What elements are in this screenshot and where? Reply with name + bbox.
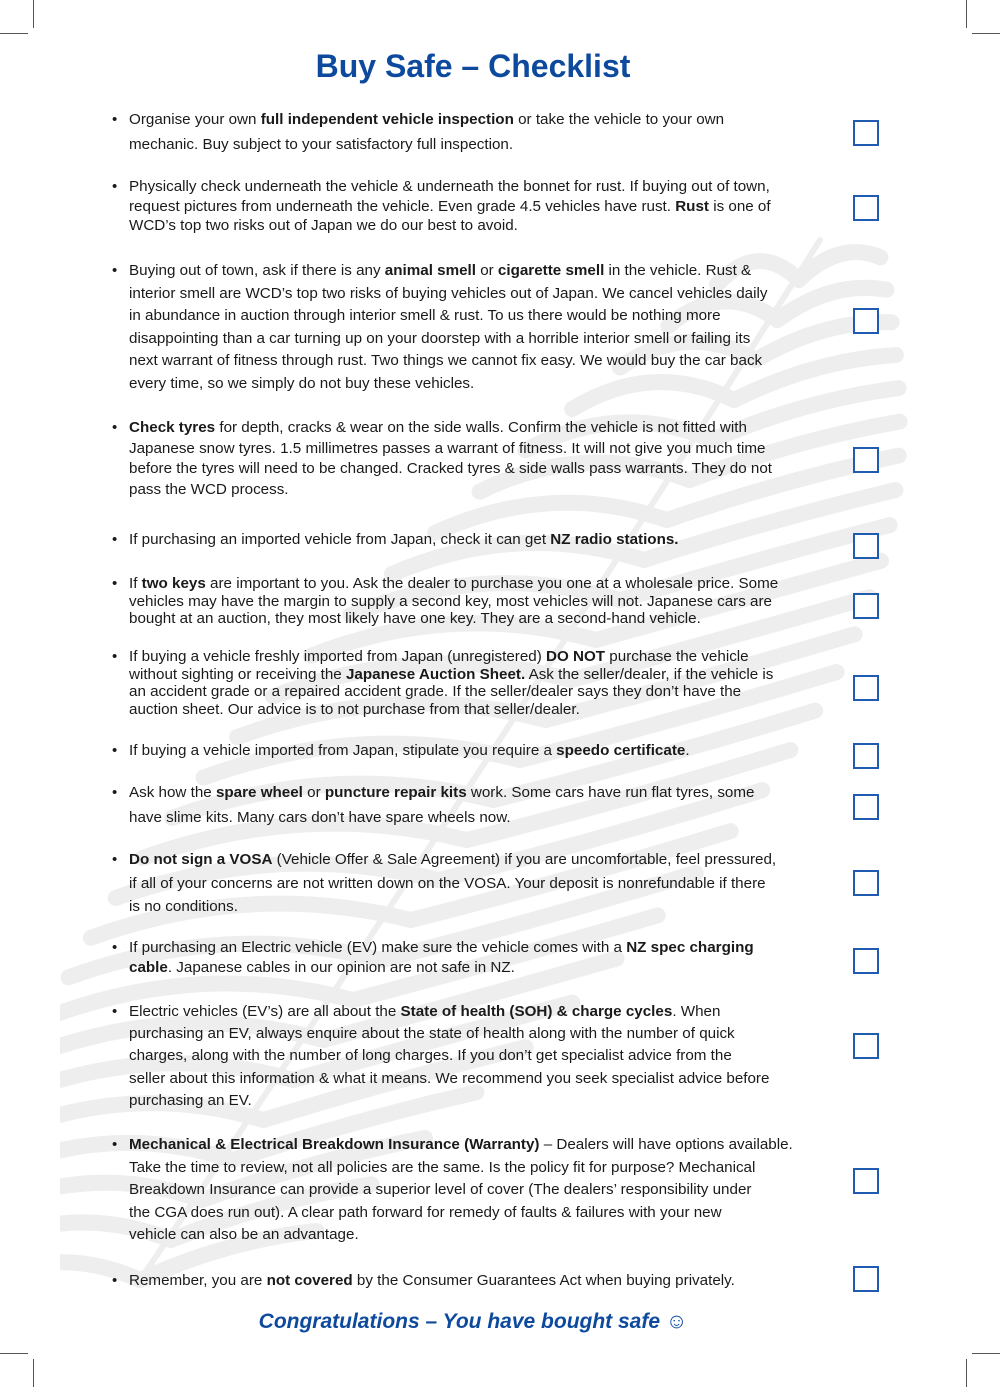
text-segment: an accident grade or a repaired accident grade. If the seller/dealer says they don’t have the — [129, 683, 742, 700]
text-segment: Buying out of town, ask if there is any — [129, 262, 385, 279]
text-line — [129, 575, 829, 593]
footer-text: Congratulations – You have bought safe — [258, 1310, 661, 1333]
text-line — [129, 958, 829, 978]
text-line — [129, 260, 829, 283]
text-segment: Take the time to review, not all policies are the same. Is the policy fit for purpose? Mechanical — [129, 1158, 756, 1176]
bullet-icon: • — [112, 531, 118, 548]
checkbox[interactable] — [853, 675, 879, 701]
text-segment: charges, along with the number of long charges. If you don’t get specialist advice from the — [129, 1047, 732, 1065]
bullet-icon: • — [112, 1136, 118, 1153]
text-segment: is one of — [708, 197, 771, 215]
checkbox[interactable] — [853, 120, 879, 146]
bullet-icon: • — [112, 575, 118, 592]
text-line — [129, 418, 829, 439]
checklist-item-text — [129, 108, 829, 157]
bold-text: DO NOT — [546, 648, 606, 665]
bold-text: speedo certificate — [556, 742, 686, 759]
text-line — [129, 1023, 829, 1045]
smiley-icon: ☺ — [665, 1310, 688, 1333]
text-line — [129, 1271, 829, 1291]
text-segment: . When — [672, 1003, 721, 1020]
bold-text: Do not sign a VOSA — [129, 851, 273, 868]
text-line — [129, 610, 829, 628]
checkbox[interactable] — [853, 593, 879, 619]
checklist-item-text — [129, 1271, 829, 1291]
text-line — [129, 530, 829, 550]
text-line — [129, 806, 829, 831]
text-line — [129, 283, 829, 306]
checklist-item-text — [129, 575, 829, 628]
text-line — [129, 683, 829, 701]
bullet-icon: • — [112, 178, 118, 195]
bullet-icon: • — [112, 1003, 118, 1020]
text-segment: Ask how the — [129, 784, 216, 801]
text-segment: work. Some cars have run flat tyres, some — [466, 784, 755, 801]
text-segment: If purchasing an Electric vehicle (EV) make sure the vehicle comes with a — [129, 939, 627, 956]
bullet-icon: • — [112, 742, 118, 759]
checkbox[interactable] — [853, 533, 879, 559]
text-line — [129, 1202, 829, 1225]
text-line — [129, 328, 829, 351]
text-line — [129, 666, 829, 684]
bold-text: cigarette smell — [497, 262, 605, 279]
text-segment: interior smell are WCD’s top two risks of buying vehicles out of Japan. We cancel vehicles daily — [129, 284, 768, 302]
text-line — [129, 305, 829, 328]
text-segment: in abundance in auction through interior smell & rust. To us there would be nothing more — [129, 307, 721, 324]
text-segment: next warrant of fitness through rust. Two things we cannot fix easy. We would buy the car back — [129, 352, 763, 369]
text-segment: Organise your own — [129, 111, 261, 128]
checkbox[interactable] — [853, 794, 879, 820]
bold-text: full independent vehicle inspection — [260, 111, 514, 128]
checkbox[interactable] — [853, 743, 879, 769]
checkbox[interactable] — [853, 308, 879, 334]
checklist-item-text — [129, 848, 829, 919]
crop-mark — [0, 33, 28, 34]
checkbox[interactable] — [853, 447, 879, 473]
text-segment: the CGA does run out). A clear path forward for remedy of faults & failures with your new — [129, 1203, 722, 1221]
text-line — [129, 1179, 829, 1202]
crop-mark — [966, 1359, 967, 1387]
text-segment: vehicles may have the margin to supply a second key, most vehicles will not. Japanese cars are — [129, 592, 772, 610]
text-line — [129, 781, 829, 806]
bullet-icon: • — [112, 1272, 118, 1289]
text-segment: Japanese snow tyres. 1.5 millimetres passes a warrant of fitness. It will not give you much time — [129, 439, 766, 457]
text-segment: or — [475, 262, 498, 279]
text-segment: if all of your concerns are not written down on the VOSA. Your deposit is nonrefundable if there — [129, 874, 766, 892]
text-segment: before the tyres will need to be changed. Cracked tyres & side walls pass warrants. They do not — [129, 460, 772, 477]
text-segment: or take the vehicle to your own — [513, 111, 725, 128]
text-segment: bought at an auction, they most likely have one key. They are a second-hand vehicle. — [129, 610, 701, 627]
bold-text: spare wheel — [215, 784, 303, 801]
text-line — [129, 350, 829, 373]
bold-text: not covered — [266, 1272, 353, 1289]
text-segment: . — [685, 742, 690, 759]
bullet-icon: • — [112, 419, 118, 436]
crop-mark — [33, 1359, 34, 1387]
text-segment: for depth, cracks & wear on the side walls. Confirm the vehicle is not fitted with — [215, 419, 747, 436]
text-segment: disappointing than a car turning up on your doorstep with a horrible interior smell or failing its — [129, 329, 751, 347]
checklist-item-text — [129, 938, 829, 978]
text-segment: . Japanese cables in our opinion are not safe in NZ. — [167, 959, 515, 976]
bold-text: two keys — [141, 575, 206, 592]
text-line — [129, 1134, 829, 1157]
checkbox[interactable] — [853, 1168, 879, 1194]
checklist-item-text — [129, 1134, 829, 1247]
bullet-icon: • — [112, 851, 118, 868]
checkbox[interactable] — [853, 1266, 879, 1292]
text-segment: auction sheet. Our advice is to not purchase from that seller/dealer. — [129, 700, 580, 718]
bullet-icon: • — [112, 784, 118, 801]
text-line — [129, 108, 829, 133]
text-segment: (Vehicle Offer & Sale Agreement) if you are uncomfortable, feel pressured, — [272, 851, 777, 868]
text-segment: Ask the seller/dealer, if the vehicle is — [525, 665, 774, 683]
checkbox[interactable] — [853, 1033, 879, 1059]
text-segment: have slime kits. Many cars don’t have spare wheels now. — [129, 808, 511, 826]
text-segment: by the Consumer Guarantees Act when buying privately. — [352, 1272, 735, 1289]
page-title: Buy Safe – Checklist — [315, 48, 631, 84]
bold-text: puncture repair kits — [324, 784, 467, 801]
text-line — [129, 216, 829, 236]
crop-mark — [972, 1353, 1000, 1354]
text-segment: mechanic. Buy subject to your satisfactory full inspection. — [129, 135, 514, 153]
text-line — [129, 177, 829, 197]
text-segment: – Dealers will have options available. — [539, 1136, 793, 1153]
text-line — [129, 701, 829, 719]
text-line — [129, 459, 829, 480]
text-segment: If buying a vehicle freshly imported from Japan (unregistered) — [129, 648, 547, 665]
footer-message — [0, 1310, 946, 1334]
text-line — [129, 648, 829, 666]
checkbox[interactable] — [853, 948, 879, 974]
bold-text: cable — [129, 959, 168, 976]
bold-text: animal smell — [384, 262, 476, 279]
text-segment: Physically check underneath the vehicle & underneath the bonnet for rust. If buying out of town, — [129, 178, 770, 195]
text-segment: If — [129, 575, 142, 592]
text-line — [129, 938, 829, 958]
bold-text: NZ spec charging — [626, 939, 754, 956]
text-line — [129, 480, 829, 501]
text-segment: are important to you. Ask the dealer to purchase you one at a wholesale price. Some — [205, 575, 779, 592]
text-segment: If buying a vehicle imported from Japan, stipulate you require a — [129, 742, 557, 759]
text-segment: is no conditions. — [129, 898, 238, 915]
text-segment: purchasing an EV, always enquire about the state of health along with the number of quick — [129, 1025, 735, 1043]
crop-mark — [33, 0, 34, 28]
checklist-item-text — [129, 418, 829, 500]
text-line — [129, 439, 829, 460]
checklist-item-text — [129, 177, 829, 236]
text-segment: Remember, you are — [129, 1272, 267, 1289]
bullet-icon: • — [112, 262, 118, 279]
checklist-item-text — [129, 530, 829, 550]
checkbox[interactable] — [853, 195, 879, 221]
checklist-item-text — [129, 648, 829, 718]
bullet-icon: • — [112, 111, 118, 128]
checklist-item-text — [129, 781, 829, 830]
crop-mark — [0, 1353, 28, 1354]
text-line — [129, 1068, 829, 1090]
text-segment: Electric vehicles (EV’s) are all about the — [129, 1003, 401, 1020]
text-segment: seller about this information & what it means. We recommend you seek specialist advice before — [129, 1069, 770, 1087]
text-line — [129, 1045, 829, 1067]
text-segment: If purchasing an imported vehicle from Japan, check it can get — [129, 531, 551, 548]
text-line — [129, 593, 829, 611]
text-line — [129, 133, 829, 158]
text-line — [129, 741, 829, 761]
text-segment: every time, so we simply do not buy these vehicles. — [129, 374, 475, 392]
bold-text: Rust — [675, 197, 709, 215]
text-line — [129, 895, 829, 919]
bold-text: Mechanical & Electrical Breakdown Insurance (Warranty) — [129, 1136, 540, 1153]
text-segment: or — [302, 784, 325, 801]
text-segment: vehicle can also be an advantage. — [129, 1226, 359, 1244]
text-line — [129, 1090, 829, 1112]
crop-mark — [972, 33, 1000, 34]
text-segment: Breakdown Insurance can provide a superior level of cover (The dealers’ responsibility under — [129, 1181, 752, 1199]
text-segment: request pictures from underneath the vehicle. Even grade 4.5 vehicles have rust. — [129, 197, 676, 215]
text-segment: pass the WCD process. — [129, 480, 289, 498]
checklist-item-text — [129, 260, 829, 395]
text-line — [129, 373, 829, 396]
text-line — [129, 1001, 829, 1023]
checkbox[interactable] — [853, 870, 879, 896]
bold-text: Japanese Auction Sheet. — [345, 665, 526, 683]
text-segment: without sighting or receiving the — [129, 665, 346, 683]
crop-mark — [966, 0, 967, 28]
text-line — [129, 848, 829, 872]
text-line — [129, 197, 829, 217]
bold-text: State of health (SOH) & charge cycles — [400, 1003, 673, 1020]
text-line — [129, 872, 829, 896]
text-segment: purchasing an EV. — [129, 1091, 252, 1109]
text-line — [129, 1157, 829, 1180]
checklist-item-text — [129, 741, 829, 761]
checklist-item-text — [129, 1001, 829, 1112]
bold-text: Check tyres — [129, 419, 216, 436]
text-segment: WCD’s top two risks out of Japan we do our best to avoid. — [129, 217, 518, 234]
text-segment: in the vehicle. Rust & — [604, 262, 752, 279]
text-line — [129, 1224, 829, 1247]
text-segment: purchase the vehicle — [605, 648, 749, 665]
bullet-icon: • — [112, 648, 118, 665]
bold-text: NZ radio stations. — [550, 531, 679, 548]
bullet-icon: • — [112, 939, 118, 956]
